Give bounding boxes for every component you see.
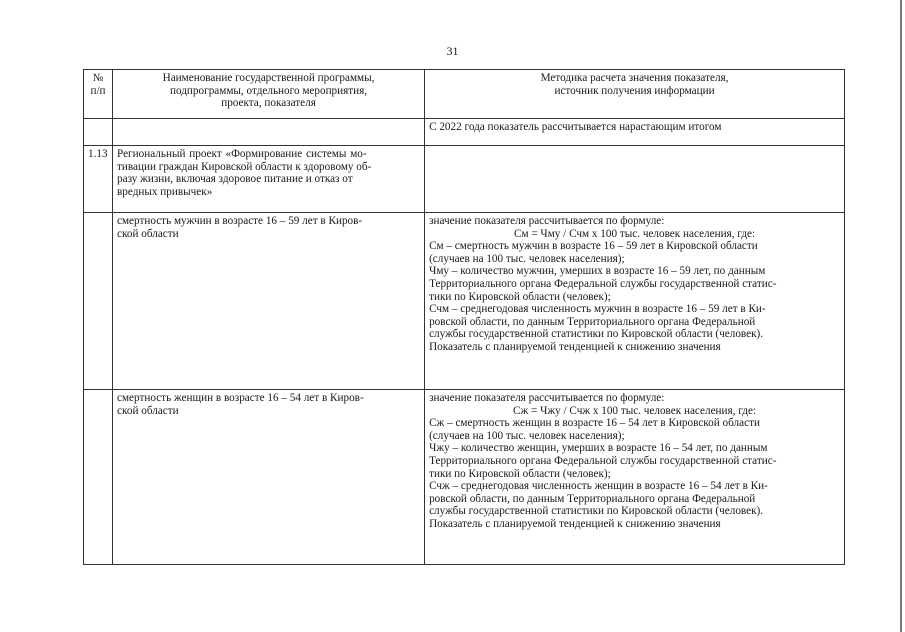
method-line: службы государственной статистики по Кировской области (человек). (429, 328, 764, 341)
method-formula: Сж = Чжу / Счж х 100 тыс. человек населения, где: (513, 404, 757, 417)
method-line: Показатель с планируемой тенденцией к снижению значения (429, 517, 721, 530)
table-row (84, 213, 845, 390)
method-line: тики по Кировской области (человек); (429, 467, 611, 480)
cell-method (425, 213, 845, 390)
method-line: Показатель с планируемой тенденцией к снижению значения (429, 340, 721, 353)
method-line: (случаев на 100 тыс. человек населения); (429, 429, 625, 442)
cell-name (113, 213, 425, 390)
project-name-line: вредных привычек» (117, 185, 213, 198)
table-row (84, 390, 845, 565)
cell-num (84, 390, 113, 565)
table-row (84, 119, 845, 146)
cell-name (113, 390, 425, 565)
header-name (113, 70, 425, 119)
method-line: Чжу – количество женщин, умерших в возрасте 16 – 54 лет, по данным (429, 442, 768, 455)
method-line: Территориального органа Федеральной службы государственной статис- (429, 277, 777, 290)
method-line: Сж – смертность женщин в возрасте 16 – 54 лет в Кировской области (429, 417, 760, 430)
cell-method (425, 390, 845, 565)
header-name-line: подпрограммы, отдельного мероприятия, (169, 84, 368, 97)
cell-num: 1.13 (84, 146, 113, 213)
project-name-line: разу жизни, включая здоровое питание и отказ от (117, 173, 353, 186)
header-num (84, 70, 113, 119)
cell-num (84, 213, 113, 390)
header-name-line: проекта, показателя (221, 97, 316, 110)
cell-num (84, 119, 113, 146)
header-num-line: п/п (90, 84, 106, 97)
cell-name (113, 119, 425, 146)
cell-method: С 2022 года показатель рассчитывается нарастающим итогом (425, 119, 845, 146)
project-name-line: тивации граждан Кировской области к здоровому об- (117, 160, 372, 173)
method-line: Счм – среднегодовая численность мужчин в возрасте 16 – 59 лет в Ки- (429, 303, 766, 316)
method-line: Счж – среднегодовая численность женщин в возрасте 16 – 54 лет в Ки- (429, 480, 768, 493)
table-header-row (84, 70, 845, 119)
cell-name (113, 146, 425, 213)
header-name-line: Наименование государственной программы, (162, 72, 375, 84)
indicator-name-line: ской области (117, 227, 179, 240)
header-method (425, 70, 845, 119)
method-intro: значение показателя рассчитывается по формуле: (429, 392, 665, 404)
method-line: ровской области, по данным Территориального органа Федеральной (429, 492, 756, 505)
table-row (84, 146, 845, 213)
page-number: 31 (446, 44, 459, 58)
method-line: службы государственной статистики по Кировской области (человек). (429, 505, 764, 518)
method-line: ровской области, по данным Территориального органа Федеральной (429, 315, 756, 328)
method-line: Территориального органа Федеральной службы государственной статис- (429, 454, 777, 467)
method-formula: См = Чму / Счм х 100 тыс. человек населения, где: (513, 227, 756, 240)
indicator-name-line: смертность женщин в возрасте 16 – 54 лет в Киров- (117, 392, 364, 404)
header-method-line: источник получения информации (554, 84, 715, 97)
indicator-name-line: ской области (117, 404, 179, 417)
header-num-line: № (92, 72, 104, 84)
header-method-line: Методика расчета значения показателя, (540, 72, 729, 84)
indicator-name-line: смертность мужчин в возрасте 16 – 59 лет в Киров- (117, 215, 363, 227)
indicator-table (83, 69, 845, 565)
method-line: Чму – количество мужчин, умерших в возрасте 16 – 59 лет, по данным (429, 265, 766, 278)
method-line: (случаев на 100 тыс. человек населения); (429, 252, 625, 265)
cell-method (425, 146, 845, 213)
project-name-line: Региональный проект «Формирование системы мо- (117, 148, 367, 160)
method-line: тики по Кировской области (человек); (429, 290, 611, 303)
scan-edge-line (900, 0, 902, 632)
method-line: См – смертность мужчин в возрасте 16 – 59 лет в Кировской области (429, 240, 758, 253)
method-intro: значение показателя рассчитывается по формуле: (429, 215, 665, 227)
